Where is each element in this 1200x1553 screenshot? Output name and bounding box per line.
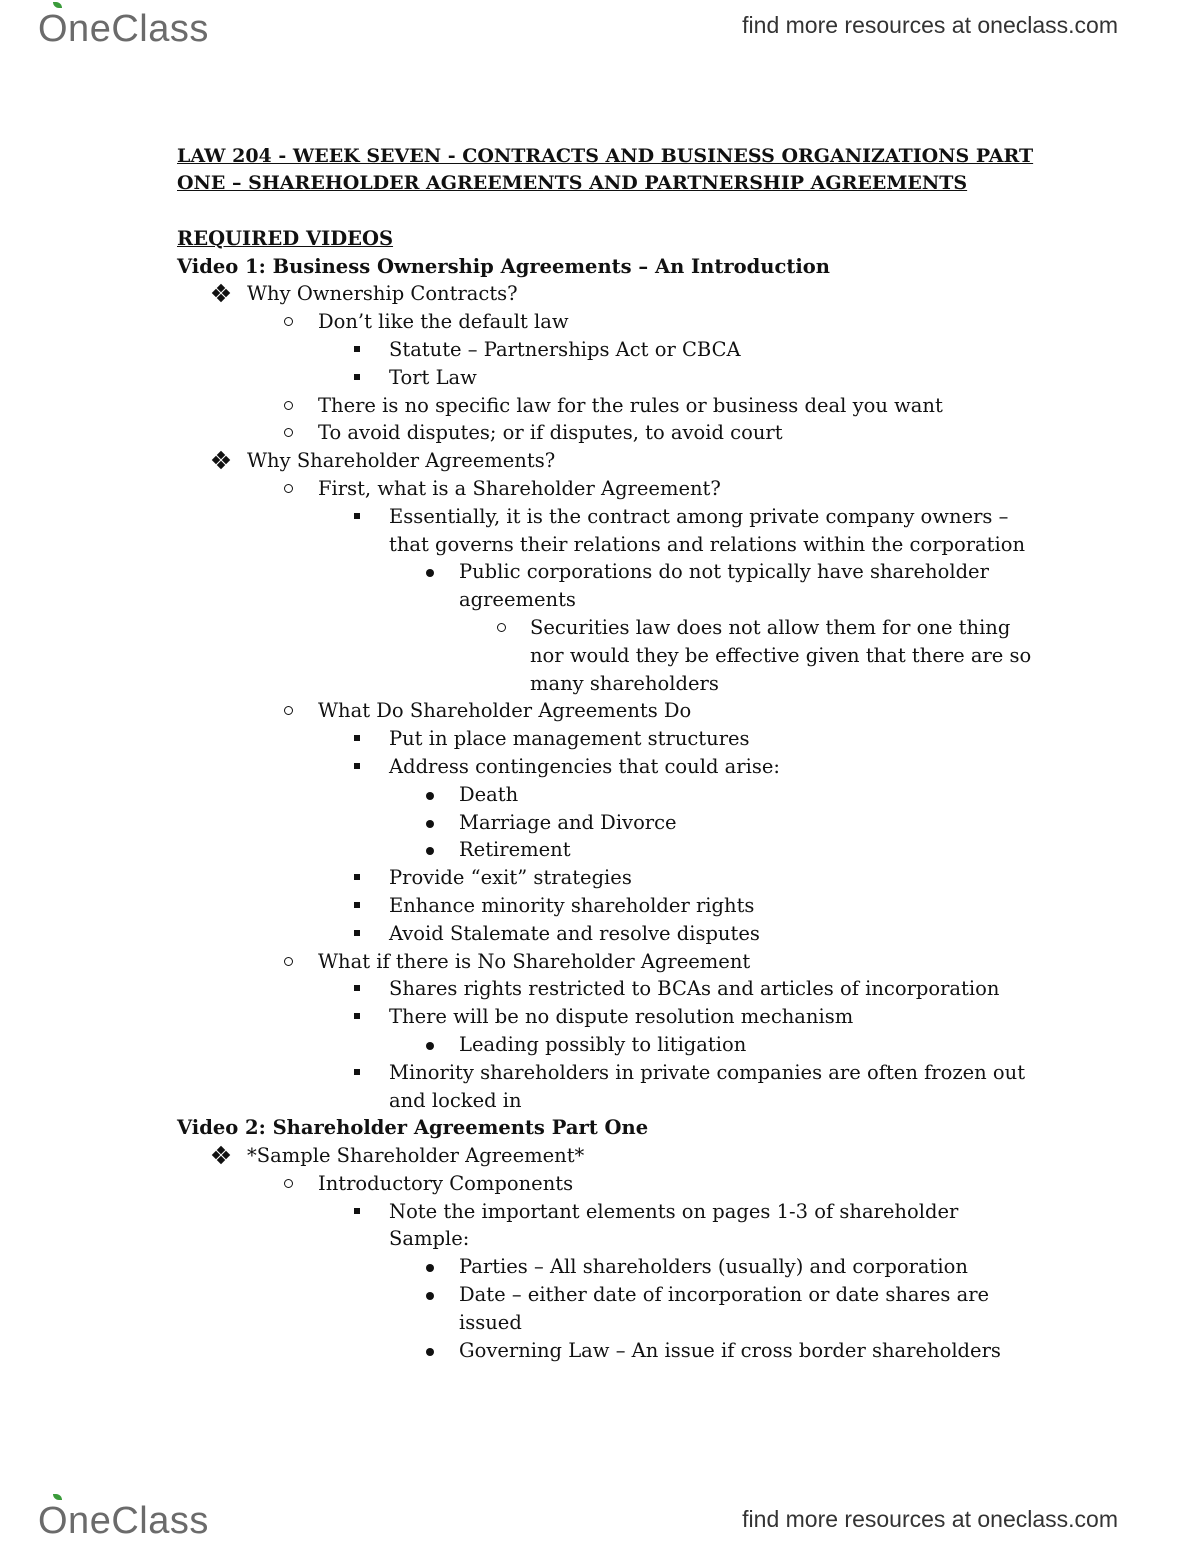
list-item: Address contingencies that could arise: <box>177 753 1037 781</box>
list-item: Governing Law – An issue if cross border shareholders <box>177 1337 1037 1365</box>
square-bullet-icon <box>354 902 360 908</box>
dot-bullet-icon <box>426 1264 434 1272</box>
oneclass-footer-logo[interactable] <box>38 1502 209 1540</box>
list-item: Why Shareholder Agreements? <box>177 447 1037 475</box>
circle-bullet-icon <box>284 957 293 966</box>
list-item: Provide “exit” strategies <box>177 864 1037 892</box>
diamond-bullet-icon <box>213 452 229 468</box>
list-item: Date – either date of incorporation or date shares are issued <box>177 1281 1037 1337</box>
list-item: To avoid disputes; or if disputes, to avoid court <box>177 419 1037 447</box>
logo-text: OneClass <box>38 1500 209 1542</box>
square-bullet-icon <box>354 735 360 741</box>
list-item: Introductory Components <box>177 1170 1037 1198</box>
video-1-heading: Video 1: Business Ownership Agreements – An Introduction <box>177 254 830 278</box>
section-heading: REQUIRED VIDEOS <box>177 226 394 250</box>
square-bullet-icon <box>354 985 360 991</box>
list-item: Shares rights restricted to BCAs and articles of incorporation <box>177 975 1037 1003</box>
list-item: Note the important elements on pages 1-3 of shareholder Sample: <box>177 1198 1037 1254</box>
list-item: Enhance minority shareholder rights <box>177 892 1037 920</box>
square-bullet-icon <box>354 763 360 769</box>
list-item: Avoid Stalemate and resolve disputes <box>177 920 1037 948</box>
square-bullet-icon <box>354 513 360 519</box>
document-body <box>177 143 1037 1364</box>
dot-bullet-icon <box>426 1042 434 1050</box>
dot-bullet-icon <box>426 1348 434 1356</box>
list-item: Public corporations do not typically have shareholder agreements <box>177 558 1037 614</box>
square-bullet-icon <box>354 346 360 352</box>
oneclass-logo[interactable] <box>38 10 209 48</box>
circle-bullet-icon <box>284 428 293 437</box>
dot-bullet-icon <box>426 820 434 828</box>
square-bullet-icon <box>354 930 360 936</box>
list-item: Why Ownership Contracts? <box>177 280 1037 308</box>
circle-bullet-icon <box>284 1179 293 1188</box>
circle-bullet-icon <box>497 623 506 632</box>
circle-bullet-icon <box>284 484 293 493</box>
dot-bullet-icon <box>426 569 434 577</box>
footer-tagline[interactable]: find more resources at oneclass.com <box>742 1506 1118 1532</box>
dot-bullet-icon <box>426 792 434 800</box>
list-item: Parties – All shareholders (usually) and corporation <box>177 1253 1037 1281</box>
list-item: There is no specific law for the rules or business deal you want <box>177 392 1037 420</box>
square-bullet-icon <box>354 1069 360 1075</box>
list-item: What if there is No Shareholder Agreement <box>177 948 1037 976</box>
list-item: *Sample Shareholder Agreement* <box>177 1142 1037 1170</box>
list-item: There will be no dispute resolution mechanism <box>177 1003 1037 1031</box>
list-item: Marriage and Divorce <box>177 809 1037 837</box>
list-item: Statute – Partnerships Act or CBCA <box>177 336 1037 364</box>
list-item: First, what is a Shareholder Agreement? <box>177 475 1037 503</box>
dot-bullet-icon <box>426 847 434 855</box>
square-bullet-icon <box>354 1013 360 1019</box>
list-item: Tort Law <box>177 364 1037 392</box>
dot-bullet-icon <box>426 1292 434 1300</box>
video-1-outline <box>177 280 1037 1114</box>
list-item: What Do Shareholder Agreements Do <box>177 697 1037 725</box>
square-bullet-icon <box>354 374 360 380</box>
list-item: Essentially, it is the contract among private company owners – that governs their relations and relations within the corporation <box>177 503 1037 559</box>
logo-text: OneClass <box>38 8 209 50</box>
square-bullet-icon <box>354 874 360 880</box>
list-item: Don’t like the default law <box>177 308 1037 336</box>
list-item: Retirement <box>177 836 1037 864</box>
list-item: Securities law does not allow them for one thing nor would they be effective given that there are so many shareholders <box>177 614 1037 697</box>
diamond-bullet-icon <box>213 1147 229 1163</box>
circle-bullet-icon <box>284 317 293 326</box>
header-tagline[interactable]: find more resources at oneclass.com <box>742 12 1118 38</box>
circle-bullet-icon <box>284 401 293 410</box>
list-item: Put in place management structures <box>177 725 1037 753</box>
square-bullet-icon <box>354 1208 360 1214</box>
circle-bullet-icon <box>284 706 293 715</box>
video-2-outline <box>177 1142 1037 1364</box>
document-title-line-1: LAW 204 - WEEK SEVEN - CONTRACTS AND BUSINESS ORGANIZATIONS PART <box>177 145 1034 167</box>
list-item: Death <box>177 781 1037 809</box>
video-2-heading: Video 2: Shareholder Agreements Part One <box>177 1116 649 1140</box>
list-item: Minority shareholders in private companies are often frozen out and locked in <box>177 1059 1037 1115</box>
list-item: Leading possibly to litigation <box>177 1031 1037 1059</box>
document-title-line-2: ONE – SHAREHOLDER AGREEMENTS AND PARTNERSHIP AGREEMENTS <box>177 172 968 194</box>
diamond-bullet-icon <box>213 285 229 301</box>
